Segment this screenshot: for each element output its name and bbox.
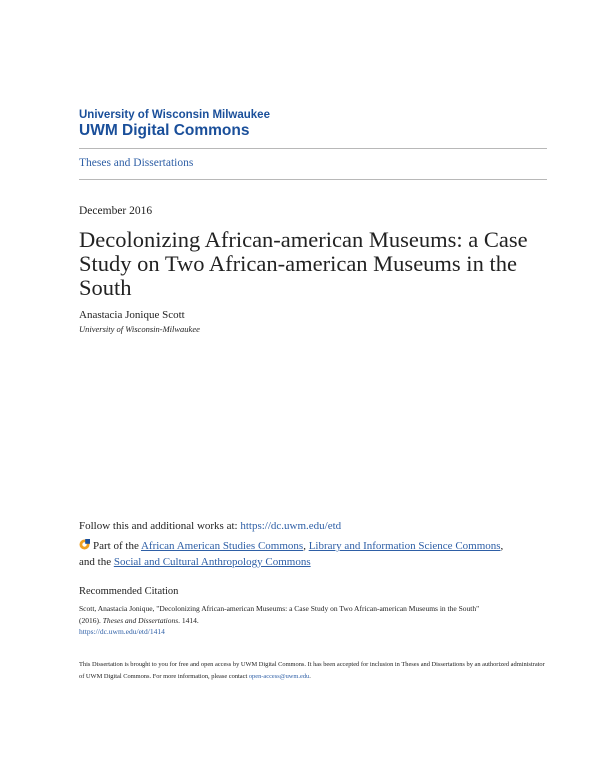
part-of-block [79, 539, 549, 570]
contact-email-link[interactable]: open-access@uwm.edu [248, 673, 310, 680]
part-of-sep2: , [500, 540, 504, 552]
citation-year: (2016). [79, 615, 103, 625]
notice-end: . [309, 673, 311, 680]
publication-date: December 2016 [79, 205, 153, 217]
citation-url-link[interactable]: https://dc.uwm.edu/etd/1414 [79, 627, 165, 636]
open-access-icon [79, 539, 90, 550]
digital-commons-name[interactable]: UWM Digital Commons [79, 122, 250, 139]
university-name[interactable]: University of Wisconsin Milwaukee [79, 109, 270, 121]
part-of-prefix: Part of the [93, 540, 141, 552]
citation-number: . 1414. [178, 615, 199, 625]
follow-url-link[interactable]: https://dc.uwm.edu/etd [240, 520, 342, 532]
part-of-sep1: , [303, 540, 309, 552]
series-divider [79, 179, 547, 180]
notice-text: This Dissertation is brought to you for free and open access by UWM Digital Commons. It has been accepted for inclusion in Theses and Dissertations by an authorized administrator of UWM Digital Commons. For more information, please contact [79, 661, 545, 680]
recommended-citation-heading: Recommended Citation [79, 586, 179, 597]
follow-line [79, 520, 341, 532]
citation-text [79, 603, 549, 638]
header-divider [79, 148, 547, 149]
access-notice [79, 659, 549, 683]
series-link[interactable]: Theses and Dissertations [79, 157, 194, 169]
library-information-science-link[interactable]: Library and Information Science Commons [308, 540, 501, 552]
author-affiliation: University of Wisconsin-Milwaukee [79, 324, 200, 334]
follow-text: Follow this and additional works at: [79, 520, 241, 532]
citation-journal: Theses and Dissertations [102, 615, 179, 625]
african-american-studies-link[interactable]: African American Studies Commons [140, 540, 304, 552]
social-cultural-anthropology-link[interactable]: Social and Cultural Anthropology Commons [113, 555, 311, 568]
citation-line1: Scott, Anastacia Jonique, "Decolonizing African-american Museums: a Case Study on Two African-american Museums in the South" [79, 604, 480, 613]
author-name: Anastacia Jonique Scott [79, 309, 185, 321]
part-of-conj: and the [79, 555, 114, 568]
document-title: Decolonizing African-american Museums: a Case Study on Two African-american Museums in the South [79, 227, 528, 300]
